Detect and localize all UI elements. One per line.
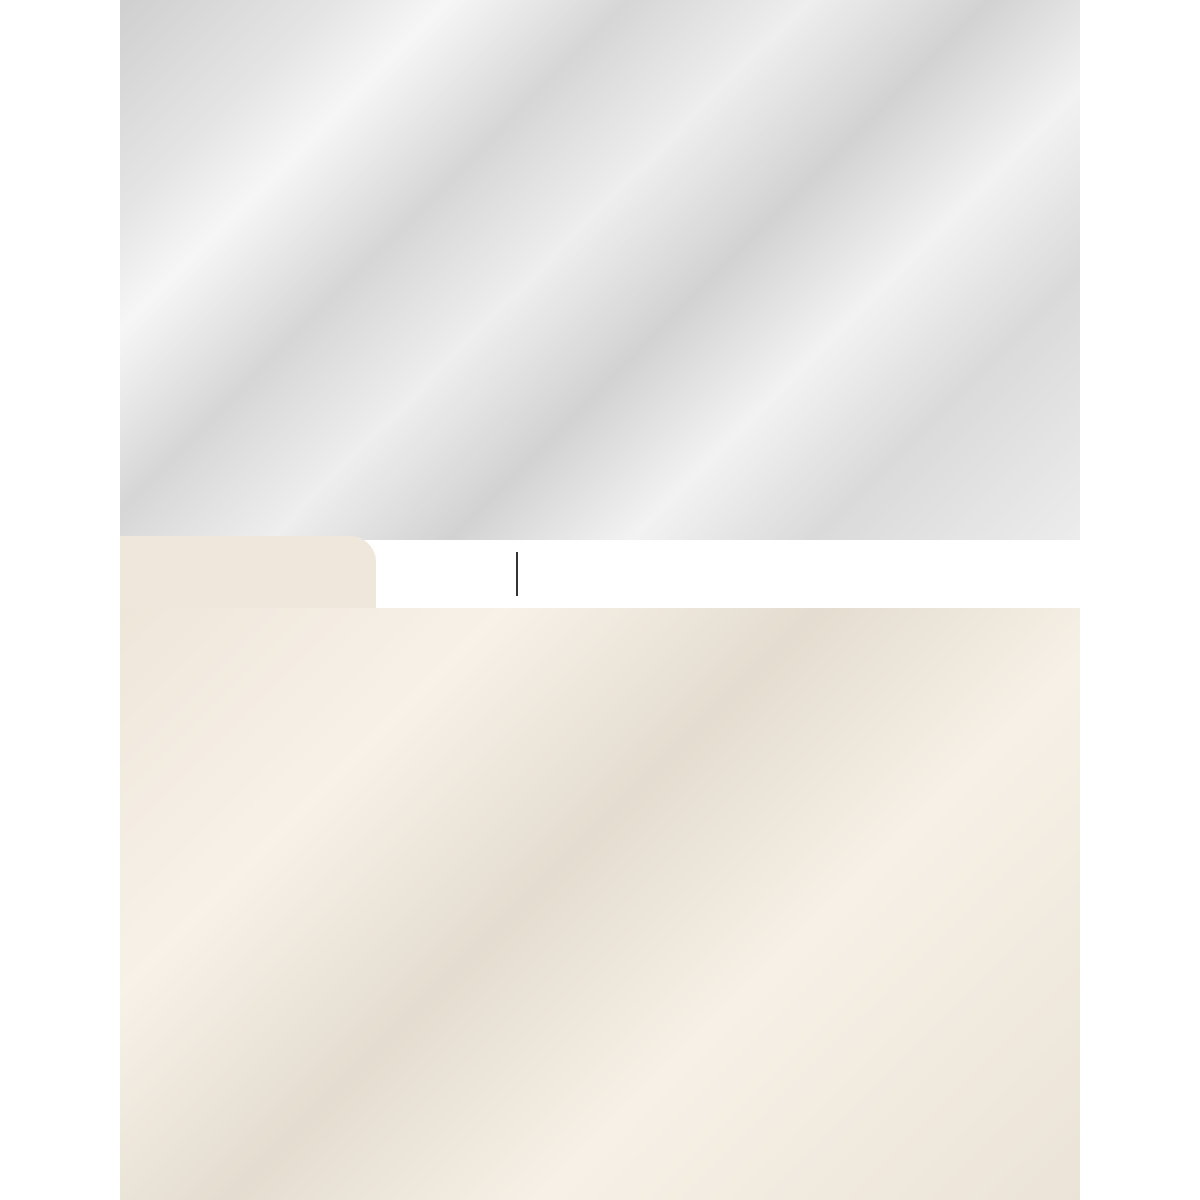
notice-divider: [516, 552, 518, 596]
size-table-panel: [120, 0, 1080, 540]
size-matters-tab: [120, 536, 376, 612]
size-matters-grid-panel: [120, 608, 1080, 1200]
